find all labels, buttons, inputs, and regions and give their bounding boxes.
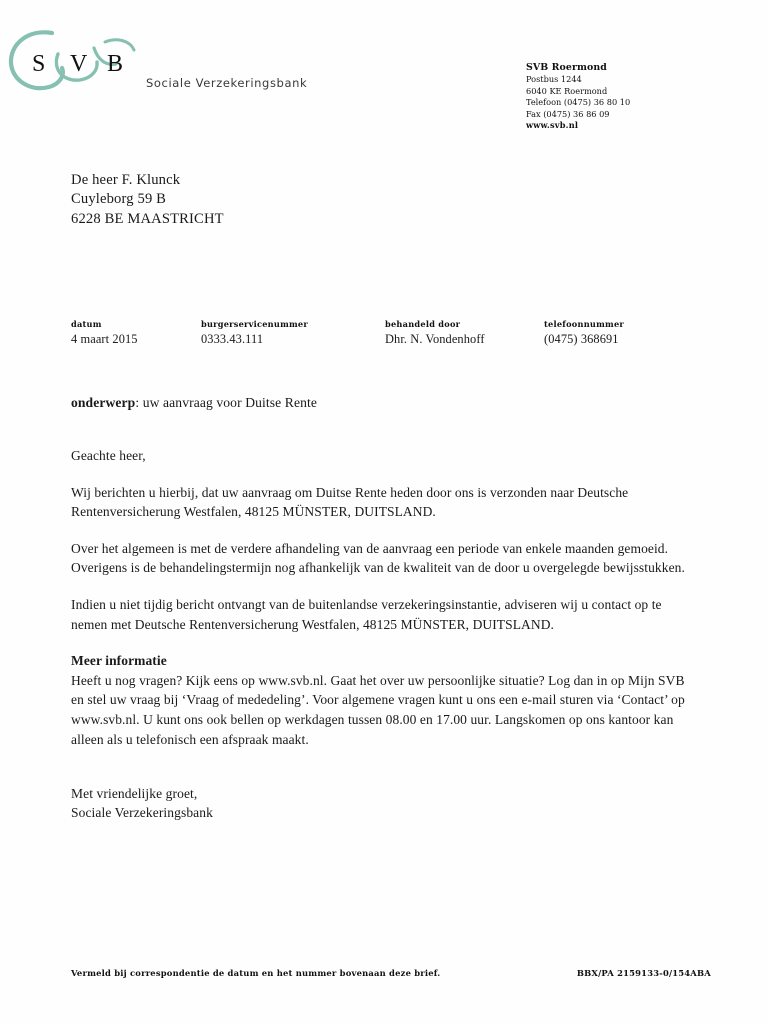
sender-phone: Telefoon (0475) 36 80 10 — [526, 97, 631, 108]
sender-fax: Fax (0475) 36 86 09 — [526, 108, 610, 119]
meta-label: burgerservicenummer — [201, 319, 308, 329]
meta-field-telefoonnummer — [544, 319, 624, 347]
subject-line — [71, 395, 317, 411]
subject-label: onderwerp — [71, 395, 136, 410]
sender-po-box: Postbus 1244 — [526, 74, 582, 85]
meta-label: behandeld door — [385, 319, 461, 329]
letter-body — [71, 446, 689, 766]
sender-website: www.svb.nl — [526, 120, 579, 131]
page-footer — [71, 968, 711, 984]
meta-field-burgerservicenummer — [201, 319, 308, 347]
recipient-address-block — [71, 171, 224, 229]
closing-greeting: Met vriendelijke groet, — [71, 786, 198, 801]
footer-reference: BBX/PA 2159133-0/154ABA — [576, 968, 711, 978]
meta-field-datum — [71, 319, 138, 347]
more-info-section — [71, 651, 689, 749]
meta-value: (0475) 368691 — [544, 332, 619, 346]
salutation: Geachte heer, — [71, 448, 146, 463]
letterhead — [8, 26, 308, 98]
meta-value: 4 maart 2015 — [71, 332, 138, 346]
svg-text:V: V — [70, 51, 88, 77]
body-paragraph-2: Over het algemeen is met de verdere afhandeling van de aanvraag een periode van enkele maanden gemoeid. — [71, 540, 669, 556]
closing-block — [71, 784, 213, 823]
meta-label: datum — [71, 319, 102, 329]
sender-name: SVB Roermond — [526, 62, 607, 73]
body-paragraph-1: Wij berichten u hierbij, dat uw aanvraag om Duitse Rente heden door ons is verzonden naar Deutsche Rentenversicherung Westfalen, 48125 MÜNSTER, DUITSLAND. — [71, 484, 629, 520]
svg-text:S: S — [32, 51, 46, 77]
svg-text:B: B — [107, 51, 124, 77]
recipient-name: De heer F. Klunck — [71, 172, 181, 188]
recipient-city: 6228 BE MAASTRICHT — [71, 210, 224, 227]
more-info-heading: Meer informatie — [71, 653, 167, 669]
meta-value: 0333.43.111 — [201, 332, 264, 346]
logo-tagline: Sociale Verzekeringsbank — [146, 76, 308, 90]
sender-postcode-city: 6040 KE Roermond — [526, 85, 608, 96]
sender-address-block — [526, 62, 706, 131]
subject-text: : uw aanvraag voor Duitse Rente — [135, 395, 317, 410]
svb-logo-icon — [8, 26, 136, 96]
meta-label: telefoonnummer — [544, 319, 624, 329]
meta-value: Dhr. N. Vondenhoff — [385, 332, 485, 346]
body-paragraph-5: Heeft u nog vragen? Kijk eens op www.svb.nl. Gaat het over uw persoonlijke situatie? Log dan in op Mijn SVB en stel uw vraag bij ‘Vraag of mededeling’. Voor algemene vragen kunt u ons een e-mail sturen via ‘Contact’ op www.svb.nl. U kunt ons ook bellen op werkdagen tussen 08.00 en 17.00 uur. Langskomen op ons kantoor kan alleen als u telefonisch een afspraak maakt. — [71, 672, 685, 747]
footer-note: Vermeld bij correspondentie de datum en het nummer bovenaan deze brief. — [71, 968, 441, 978]
recipient-street: Cuyleborg 59 B — [71, 191, 167, 208]
closing-signature: Sociale Verzekeringsbank — [71, 805, 213, 821]
meta-field-behandeld-door — [385, 319, 485, 347]
body-paragraph-3: Overigens is de behandelingstermijn nog afhankelijk van de kwaliteit van de door u overgelegde bewijsstukken. — [71, 560, 685, 576]
body-paragraph-4: Indien u niet tijdig bericht ontvangt van de buitenlandse verzekeringsinstantie, adviseren wij u contact op te nemen met Deutsche Rentenversicherung Westfalen, 48125 MÜNSTER, DUITSLAND. — [71, 596, 662, 632]
letter-meta-row — [71, 319, 711, 353]
